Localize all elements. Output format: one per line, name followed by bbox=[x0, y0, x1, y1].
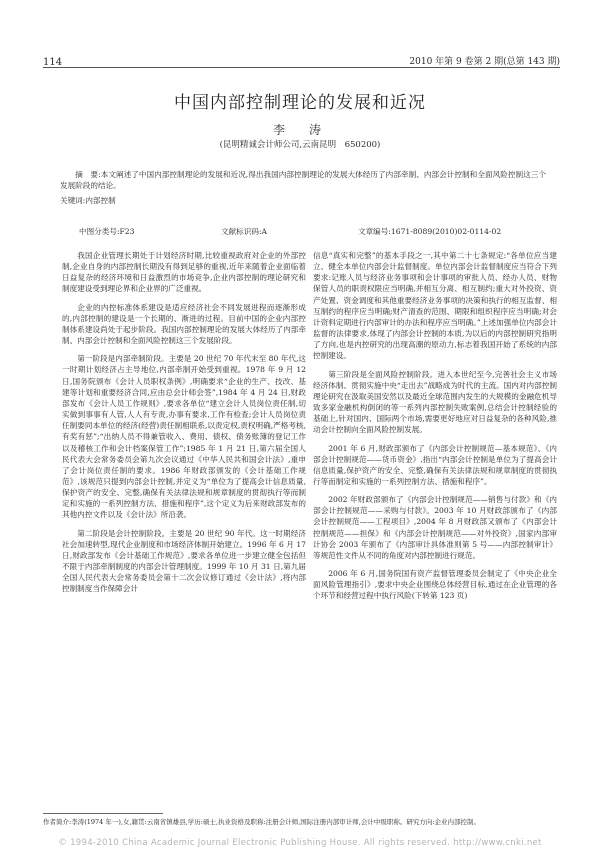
body-paragraph: 第一阶段是内部牵制阶段。主要是 20 世纪 70 年代末至 80 年代,这一时期计划经济占主导地位,内部牵制开始受到重视。1978 年 9 月 12 日,国务院颁布《会计人员职权条例》,明确要求“企业的生产、技改、基建等计划和重要经济合同,应由总会计师会签”,1984 年 4 月 24 日,财政部发布《会计人员工作规则》,要求各单位“建立会计人员岗位责任制,切实做到事事有人管,人人有专责,办事有要求,工作有检查;会计人员岗位责任制要同本单位的经济(经营)责任制相联系,以责定权,责权明确,严格考核,有奖有惩”;“出纳人员不得兼管收入、费用、债权、债务账簿的登记工作以及稽核工作和会计档案保管工作”;1985 年 1 月 21 日,第六届全国人民代表大会常务委员会第九次会议通过《中华人民共和国会计法》,重申了会计岗位责任制的要求。1986 年财政部颁发的《会计基础工作规范》,该规范只提到内部会计控制,并定义为“单位为了提高会计信息质量,保护资产的安全、完整,确保有关法律法规和规章制度的贯彻执行等而制定和实施的一系列控制方法、措施和程序”,这个定义为后来财政部发布的其他内控文件以及《会计法》所沿袭。 bbox=[62, 354, 306, 520]
body-paragraph: 我国企业管理长期处于计划经济时期,比较重视政府对企业的外部控制,企业自身的内部控制长期没有得到足够的重视,近年来随着企业面临着日益复杂的经济环境和日益激烈的市场竞争,企业内部控制的理论研究和制度建设受到理论界和企业界的广泛重视。 bbox=[62, 251, 306, 294]
article-id: 文章编号:1671-8089(2010)02-0114-02 bbox=[358, 227, 502, 236]
copyright-watermark: © 1994-2010 China Academic Journal Electronic Publishing House. All rights reserved. http://www.cnki.net bbox=[58, 838, 542, 848]
article-title: 中国内部控制理论的发展和近况 bbox=[174, 93, 426, 113]
body-paragraph: 第三阶段是全面风险控制阶段。进入本世纪至今,完善社会主义市场经济体制、贯彻实施中央“走出去”战略成为时代的主流。国内对内部控制理论研究在汲取美国安然以及最近全球范围内发生的大规模的金融危机导致多家金融机构倒闭的等一系列内部控制失败案例,总结会计控制经验的基础上,针对国内、国际两个市场,需要更好地应对日益复杂的各种风险,推动会计控制向全面风险控制发展。 bbox=[313, 369, 557, 435]
body-right-column bbox=[313, 250, 557, 609]
body-paragraph: 信息“真实和完整”的基本手段之一,其中第二十七条规定:“各单位应当建立、健全本单位内部会计监督制度。单位内部会计监督制度应当符合下列要求:记账人员与经济业务事项和会计事项的审批人员、经办人员、财物保管人员的职责权限应当明确,并相互分离、相互制约;重大对外投资、资产处置、资金调度和其他重要经济业务事项的决策和执行的相互监督、相互制约的程序应当明确;财产清查的范围、期限和组织程序应当明确;对会计资料定期进行内部审计的办法和程序应当明确。”上述加强单位内部会计监督的法律要求,体现了内部会计控制的本质,为以后的内部控制研究指明了方向,也是内控研究的出现高潮的原动力,标志着我国开始了系统的内部控制建设。 bbox=[313, 251, 557, 361]
author-affiliation: (昆明精诚会计师公司,云南昆明 650200) bbox=[219, 140, 381, 150]
document-code: 文献标识码:A bbox=[221, 227, 268, 236]
header-divider bbox=[43, 67, 560, 68]
clc-number: 中图分类号:F23 bbox=[79, 227, 135, 236]
article-author: 李 涛 bbox=[272, 123, 327, 137]
author-footnote: 作者简介:李涛(1974 年一),女,籍贯:云南省镇雄县,学历:硕士,执业资格及职称:注册会计师,国际注册内部审计师,会计中级职称。研究方向:企业内部控制。 bbox=[43, 818, 481, 826]
body-paragraph: 2001 年 6 月,财政部颁布了《内部会计控制规范—基本规范》、《内部会计控制规范——货币资金》,指出“内部会计控制是单位为了提高会计信息质量,保护资产的安全、完整,确保有关法律法规和规章制度的贯彻执行等而制定和实施的一系列控制方法、措施和程序”。 bbox=[313, 443, 557, 486]
abstract: 摘 要:本文阐述了中国内部控制理论的发展和近况,得出我国内部控制理论的发展大体经历了内部牵制、内部会计控制和全面风险控制这三个发展阶段的结论。 bbox=[60, 170, 546, 190]
body-paragraph: 2006 年 6 月,国务院国有资产监督管理委员会制定了《中央企业全面风险管理指引》,要求中央企业围绕总体经营目标,通过在企业管理的各个环节和经营过程中执行风险(下转第 123 页) bbox=[313, 569, 557, 601]
footnote-divider bbox=[43, 813, 163, 814]
body-paragraph: 企业的内控标准体系建设是适应经济社会不同发展进程而逐渐形成的,内部控制的建设是一个长期的、渐进的过程。目前中国的企业内部控制体系建设尚处于起步阶段。我国内部控制理论的发展大体经历了内部牵制、内部会计控制和全面风险控制这三个发展阶段。 bbox=[62, 302, 306, 346]
body-paragraph: 2002 年财政部颁布了《内部会计控制规范——销售与付款》和《内部会计控制规范——采购与付款》。2003 年 10 月财政部颁布了《内部会计控制规范——工程项目》,2004 年 8 月财政部又颁布了《内部会计控制规范——担保》和《内部会计控制规范——对外投资》,国家内部审计协会 2003 年颁布了《内部审计具体准则第 5 号——内部控制审计》等规范性文件从不同的角度对内部控制进行规范。 bbox=[313, 495, 557, 560]
page-number: 114 bbox=[43, 57, 63, 68]
body-paragraph: 第二阶段是会计控制阶段。主要是 20 世纪 90 年代。这一时期经济社会加速转型,现代企业制度和市场经济体制开始建立。1996 年 6 月 17 日,财政部发布《会计基础工作规范》,要求各单位进一步建立健全包括但不限于内部牵制制度的内部会计管理制度。1999 年 10 月 31 日,第九届全国人民代表大会常务委员会第十二次会议修订通过《会计法》,将内部控制制度当作保障会计 bbox=[62, 528, 306, 594]
journal-issue-info: 2010 年第 9 卷第 2 期(总第 143 期) bbox=[409, 57, 560, 67]
body-left-column bbox=[62, 250, 306, 602]
keywords: 关键词:内部控制 bbox=[60, 196, 116, 205]
